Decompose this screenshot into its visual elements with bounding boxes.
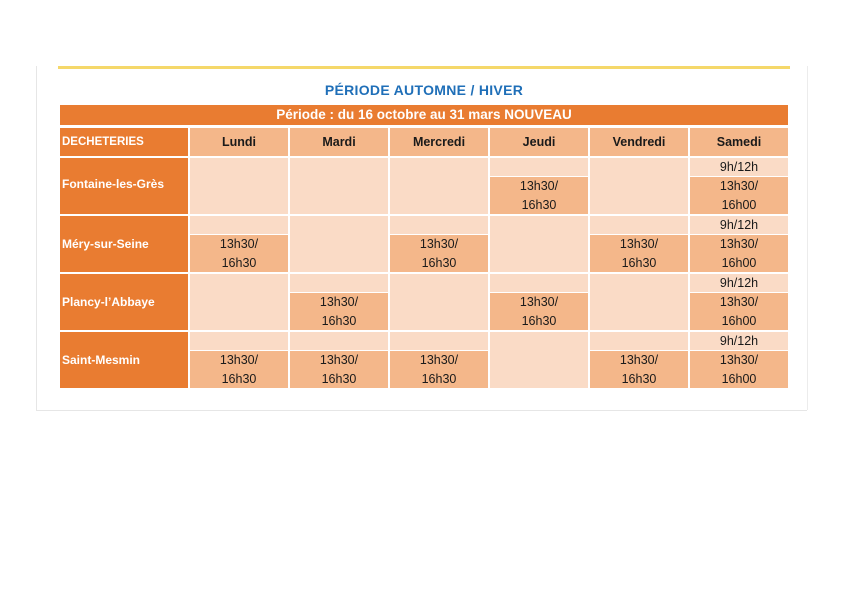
header-decheteries: DECHETERIES <box>60 128 188 156</box>
header-day-4: Jeudi <box>490 128 588 156</box>
hours-start: 13h30/ <box>319 353 359 367</box>
hours-start: 13h30/ <box>419 353 459 367</box>
slot-top <box>190 332 288 350</box>
hours-end: 16h00 <box>721 198 757 212</box>
saturday-morning: 9h/12h <box>690 216 788 234</box>
hours-end: 16h30 <box>421 256 457 270</box>
closed-cell <box>190 274 288 330</box>
opening-hours <box>490 177 588 214</box>
hours-end: 16h30 <box>521 314 557 328</box>
slot-top <box>290 332 388 350</box>
slot-top <box>490 158 588 176</box>
hours-end: 16h30 <box>321 372 357 386</box>
site-name <box>60 332 188 388</box>
closed-cell <box>590 158 688 214</box>
opening-hours <box>190 351 288 388</box>
site-name-label: Saint-Mesmin <box>62 353 141 367</box>
hours-start: 13h30/ <box>719 237 759 251</box>
site-name <box>60 274 188 330</box>
hours-end: 16h30 <box>521 198 557 212</box>
hours-end: 16h00 <box>721 256 757 270</box>
header-day-1: Lundi <box>190 128 288 156</box>
hours-start: 13h30/ <box>319 295 359 309</box>
closed-cell <box>290 216 388 272</box>
saturday-afternoon <box>690 351 788 388</box>
closed-cell <box>590 274 688 330</box>
hours-end: 16h30 <box>621 372 657 386</box>
saturday-morning: 9h/12h <box>690 158 788 176</box>
hours-start: 13h30/ <box>719 295 759 309</box>
header-day-5: Vendredi <box>590 128 688 156</box>
site-name <box>60 158 188 214</box>
opening-hours <box>590 351 688 388</box>
site-name-label: Méry-sur-Seine <box>62 237 149 251</box>
saturday-morning: 9h/12h <box>690 274 788 292</box>
slot-top <box>390 332 488 350</box>
hours-end: 16h00 <box>721 372 757 386</box>
slot-top <box>190 216 288 234</box>
opening-hours <box>490 293 588 330</box>
slot-top <box>590 332 688 350</box>
hours-start: 13h30/ <box>219 237 259 251</box>
closed-cell <box>390 274 488 330</box>
closed-cell <box>490 332 588 388</box>
site-name-label: Plancy-l’Abbaye <box>62 295 155 309</box>
slot-top <box>390 216 488 234</box>
hours-start: 13h30/ <box>219 353 259 367</box>
opening-hours <box>290 293 388 330</box>
header-day-2: Mardi <box>290 128 388 156</box>
hours-start: 13h30/ <box>719 179 759 193</box>
top-rule <box>58 66 790 69</box>
site-name <box>60 216 188 272</box>
opening-hours <box>390 235 488 272</box>
saturday-afternoon <box>690 293 788 330</box>
hours-end: 16h30 <box>221 256 257 270</box>
hours-end: 16h30 <box>421 372 457 386</box>
opening-hours <box>190 235 288 272</box>
section-title: PÉRIODE AUTOMNE / HIVER <box>324 82 524 98</box>
hours-end: 16h30 <box>321 314 357 328</box>
slot-top <box>590 216 688 234</box>
period-banner: Période : du 16 octobre au 31 mars NOUVEAU <box>60 105 788 125</box>
header-day-3: Mercredi <box>390 128 488 156</box>
closed-cell <box>290 158 388 214</box>
hours-start: 13h30/ <box>419 237 459 251</box>
slot-top <box>490 274 588 292</box>
hours-start: 13h30/ <box>619 353 659 367</box>
slot-top <box>290 274 388 292</box>
saturday-afternoon <box>690 177 788 214</box>
site-name-label: Fontaine-les-Grès <box>62 177 165 191</box>
opening-hours <box>390 351 488 388</box>
closed-cell <box>190 158 288 214</box>
hours-start: 13h30/ <box>519 179 559 193</box>
hours-start: 13h30/ <box>519 295 559 309</box>
saturday-afternoon <box>690 235 788 272</box>
opening-hours <box>290 351 388 388</box>
hours-end: 16h30 <box>221 372 257 386</box>
header-day-6: Samedi <box>690 128 788 156</box>
hours-end: 16h00 <box>721 314 757 328</box>
saturday-morning: 9h/12h <box>690 332 788 350</box>
opening-hours <box>590 235 688 272</box>
hours-end: 16h30 <box>621 256 657 270</box>
hours-start: 13h30/ <box>719 353 759 367</box>
hours-start: 13h30/ <box>619 237 659 251</box>
closed-cell <box>490 216 588 272</box>
closed-cell <box>390 158 488 214</box>
